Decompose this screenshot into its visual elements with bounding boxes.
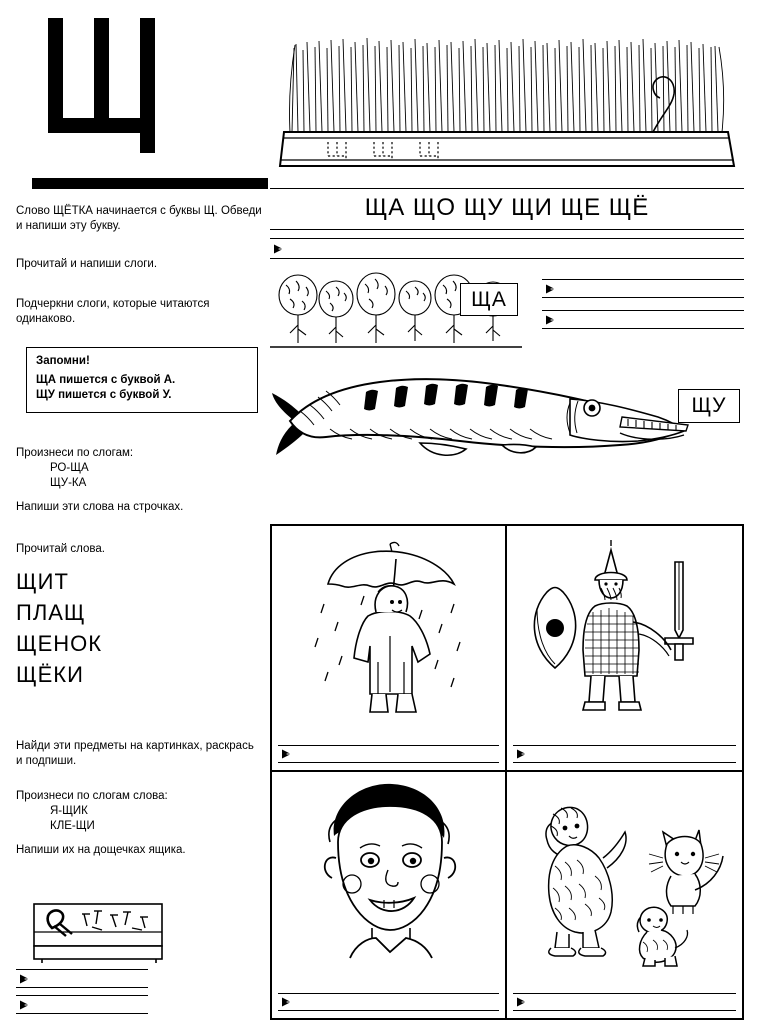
picture-write-line[interactable] xyxy=(513,745,736,763)
picture-cell-dog-and-cat xyxy=(507,772,742,1018)
warrior-with-shield-illustration xyxy=(507,526,742,746)
picture-write-line[interactable] xyxy=(278,993,499,1011)
word-shchit: ЩИТ xyxy=(16,569,69,594)
picture-cell-boy-face xyxy=(272,772,507,1018)
picture-grid xyxy=(270,524,744,1020)
word-shchenok: ЩЕНОК xyxy=(16,631,103,656)
task-write-words-on-lines: Напиши эти слова на строчках. xyxy=(16,501,184,513)
crate-write-line-2[interactable] xyxy=(16,995,148,1014)
girl-with-umbrella-illustration xyxy=(272,526,505,746)
roscha-write-line-2[interactable] xyxy=(542,310,744,329)
task-pronounce-syllables: Произнеси по слогам: xyxy=(16,447,134,459)
remember-line-1: ЩА пишется с буквой А. xyxy=(36,374,176,386)
picture-cell-umbrella xyxy=(272,526,507,772)
tag-shcha: ЩА xyxy=(460,283,518,316)
task-read-words: Прочитай слова. xyxy=(16,543,105,555)
task-pronounce-words: Произнеси по слогам слова: xyxy=(16,790,168,802)
syllable-word-roscha: РО-ЩА xyxy=(50,462,89,474)
pen-nib-icon xyxy=(516,749,527,760)
task-find-objects: Найди эти предметы на картинках, раскрась и подпиши. xyxy=(16,740,254,767)
picture-cell-warrior xyxy=(507,526,742,772)
syllables-write-line[interactable] xyxy=(270,238,744,259)
word-shchyoki: ЩЁКИ xyxy=(16,662,84,687)
syllable-word-kleshchi: КЛЕ-ЩИ xyxy=(50,820,95,832)
pen-nib-icon xyxy=(273,243,284,254)
dog-puppy-cat-illustration xyxy=(507,772,742,994)
task-write-on-box: Напиши их на дощечках ящика. xyxy=(16,844,186,856)
pen-nib-icon xyxy=(545,314,556,325)
remember-box xyxy=(26,347,258,413)
syllables-row xyxy=(270,188,744,230)
task-read-write-syllables: Прочитай и напиши слоги. xyxy=(16,258,158,270)
picture-write-line[interactable] xyxy=(278,745,499,763)
syllable-word-yashchik: Я-ЩИК xyxy=(50,805,88,817)
brush-illustration xyxy=(270,14,744,164)
syllables-text: ЩА ЩО ЩУ ЩИ ЩЕ ЩЁ xyxy=(364,194,650,221)
boy-face-illustration xyxy=(272,772,505,994)
left-column xyxy=(16,14,266,856)
crate-illustration xyxy=(32,902,164,962)
roscha-write-line-1[interactable] xyxy=(542,279,744,298)
pen-nib-icon xyxy=(19,999,30,1010)
syllable-word-schuka: ЩУ-КА xyxy=(50,477,87,489)
pen-nib-icon xyxy=(281,749,292,760)
pen-nib-icon xyxy=(516,997,527,1008)
pike-fish xyxy=(270,359,690,469)
letter-underline-bar xyxy=(32,178,268,189)
pen-nib-icon xyxy=(545,283,556,294)
intro-paragraph: Слово ЩЁТКА начинается с буквы Щ. Обведи и напиши эту букву. xyxy=(16,205,262,232)
picture-write-line[interactable] xyxy=(513,993,736,1011)
big-letter-glyph xyxy=(42,14,182,154)
pen-nib-icon xyxy=(281,997,292,1008)
crate-write-line-1[interactable] xyxy=(16,969,148,988)
pike-illustration-area xyxy=(270,359,744,469)
big-letter-shcha xyxy=(42,14,182,154)
right-column xyxy=(270,14,744,469)
tag-shchu: ЩУ xyxy=(678,389,740,423)
word-plashch: ПЛАЩ xyxy=(16,600,86,625)
task-underline-syllables: Подчеркни слоги, которые читаются одинаково. xyxy=(16,298,210,325)
word-list xyxy=(16,566,266,690)
remember-title: Запомни! xyxy=(36,355,90,367)
pen-nib-icon xyxy=(19,973,30,984)
grove-illustration-area xyxy=(270,269,744,359)
remember-line-2: ЩУ пишется с буквой У. xyxy=(36,389,172,401)
